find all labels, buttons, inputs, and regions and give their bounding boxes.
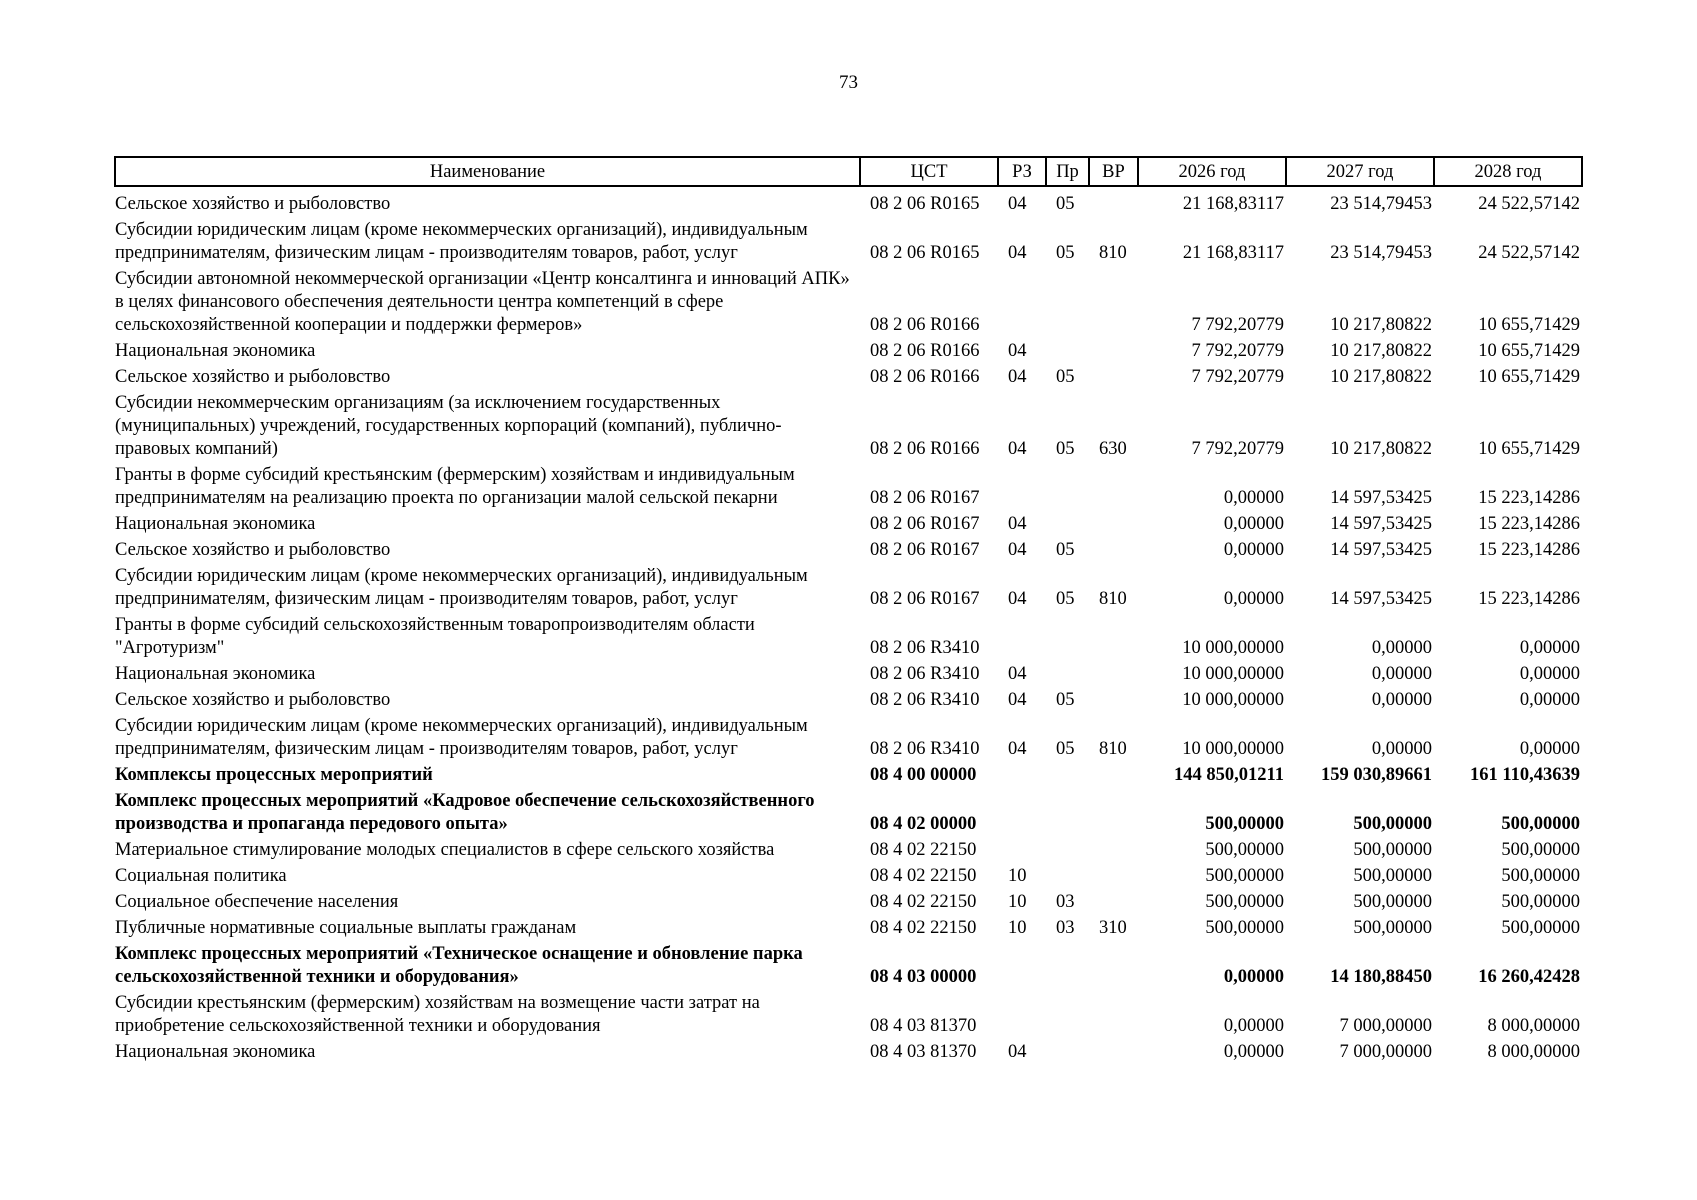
table-body [115, 186, 1582, 1067]
page-number: 73 [839, 72, 858, 93]
cell-2026: 7 792,20779 [1191, 315, 1284, 335]
cell-rz [998, 943, 1046, 992]
cell-2026: 7 792,20779 [1191, 439, 1284, 459]
cell-2027: 14 597,53425 [1330, 488, 1432, 508]
cell-2028: 500,00000 [1501, 892, 1580, 912]
cell-2028: 0,00000 [1519, 638, 1580, 658]
cell-2026: 500,00000 [1205, 918, 1284, 938]
cell-2028: 0,00000 [1519, 690, 1580, 710]
cell-2027: 10 217,80822 [1330, 315, 1432, 335]
header-2028: 2028 год [1434, 157, 1582, 186]
cell-rz: 04 [1008, 367, 1027, 387]
cell-cst: 08 2 06 R0167 [870, 488, 980, 508]
cell-cst: 08 2 06 R0166 [870, 341, 980, 361]
cell-2027: 23 514,79453 [1330, 243, 1432, 263]
table-row [115, 839, 1582, 865]
cell-cst: 08 2 06 R0166 [870, 367, 980, 387]
cell-2028: 500,00000 [1501, 918, 1580, 938]
cell-name: Комплекс процессных мероприятий «Техническое оснащение и обновление парка сельскохозяйственной техники и оборудования» [115, 944, 803, 987]
table-row [115, 865, 1582, 891]
table-header [115, 157, 1582, 186]
cell-vr [1089, 513, 1138, 539]
cell-pr: 05 [1056, 739, 1075, 759]
header-rz: РЗ [998, 157, 1046, 186]
cell-2026: 144 850,01211 [1174, 765, 1284, 785]
cell-2026: 0,00000 [1223, 1042, 1284, 1062]
cell-rz: 04 [1008, 514, 1027, 534]
cell-rz [998, 268, 1046, 340]
cell-rz: 04 [1008, 341, 1027, 361]
header-cst: ЦСТ [860, 157, 998, 186]
budget-table [114, 156, 1583, 1067]
cell-pr [1046, 663, 1089, 689]
cell-pr [1046, 464, 1089, 513]
cell-2027: 23 514,79453 [1330, 194, 1432, 214]
cell-2028: 15 223,14286 [1478, 540, 1580, 560]
cell-name: Национальная экономика [115, 664, 316, 684]
cell-cst: 08 4 02 22150 [870, 866, 977, 886]
cell-2026: 10 000,00000 [1182, 690, 1284, 710]
cell-2026: 7 792,20779 [1191, 341, 1284, 361]
cell-name: Национальная экономика [115, 1042, 316, 1062]
cell-pr: 03 [1056, 918, 1075, 938]
header-2027: 2027 год [1286, 157, 1434, 186]
cell-vr [1089, 464, 1138, 513]
cell-2026: 7 792,20779 [1191, 367, 1284, 387]
cell-rz: 10 [1008, 866, 1027, 886]
cell-name: Субсидии крестьянским (фермерским) хозяйствам на возмещение части затрат на приобретение сельскохозяйственной техники и оборудования [115, 993, 760, 1036]
cell-2027: 500,00000 [1353, 918, 1432, 938]
cell-rz [998, 790, 1046, 839]
cell-cst: 08 2 06 R3410 [870, 638, 980, 658]
cell-name: Гранты в форме субсидий крестьянским (фермерским) хозяйствам и индивидуальным предпринимателям на реализацию проекта по организации малой сельской пекарни [115, 465, 795, 508]
cell-2028: 15 223,14286 [1478, 488, 1580, 508]
cell-vr [1089, 891, 1138, 917]
cell-2028: 10 655,71429 [1478, 341, 1580, 361]
table-row [115, 340, 1582, 366]
cell-2027: 14 597,53425 [1330, 540, 1432, 560]
table-row [115, 186, 1582, 219]
cell-pr: 05 [1056, 540, 1075, 560]
cell-vr [1089, 943, 1138, 992]
cell-2026: 21 168,83117 [1182, 243, 1284, 263]
header-vr: ВР [1089, 157, 1138, 186]
table-row [115, 790, 1582, 839]
cell-vr [1089, 268, 1138, 340]
cell-2028: 161 110,43639 [1470, 765, 1580, 785]
cell-2027: 500,00000 [1353, 866, 1432, 886]
table-row [115, 614, 1582, 663]
cell-cst: 08 2 06 R0165 [870, 194, 980, 214]
cell-rz [998, 464, 1046, 513]
cell-vr: 810 [1099, 739, 1127, 759]
cell-pr [1046, 764, 1089, 790]
cell-cst: 08 2 06 R3410 [870, 690, 980, 710]
cell-2027: 14 180,88450 [1330, 967, 1432, 987]
header-2026: 2026 год [1138, 157, 1286, 186]
cell-cst: 08 2 06 R0165 [870, 243, 980, 263]
cell-name: Гранты в форме субсидий сельскохозяйственным товаропроизводителям области "Агротуризм" [115, 615, 755, 658]
cell-vr [1089, 790, 1138, 839]
cell-vr [1089, 539, 1138, 565]
cell-name: Сельское хозяйство и рыболовство [115, 194, 391, 214]
cell-pr [1046, 839, 1089, 865]
cell-rz: 04 [1008, 1042, 1027, 1062]
cell-name: Социальное обеспечение населения [115, 892, 399, 912]
cell-2026: 0,00000 [1223, 488, 1284, 508]
cell-vr [1089, 186, 1138, 219]
cell-cst: 08 4 03 00000 [870, 967, 977, 987]
cell-vr: 810 [1099, 243, 1127, 263]
cell-2027: 14 597,53425 [1330, 514, 1432, 534]
cell-cst: 08 4 03 81370 [870, 1016, 977, 1036]
table-row [115, 513, 1582, 539]
table-row [115, 392, 1582, 464]
cell-vr [1089, 340, 1138, 366]
cell-pr [1046, 268, 1089, 340]
cell-cst: 08 4 03 81370 [870, 1042, 977, 1062]
cell-2027: 500,00000 [1353, 814, 1432, 834]
cell-2026: 21 168,83117 [1182, 194, 1284, 214]
cell-2027: 500,00000 [1353, 840, 1432, 860]
table-row [115, 917, 1582, 943]
cell-vr [1089, 366, 1138, 392]
cell-2027: 14 597,53425 [1330, 589, 1432, 609]
cell-pr: 05 [1056, 439, 1075, 459]
table-row [115, 565, 1582, 614]
cell-pr: 05 [1056, 243, 1075, 263]
cell-cst: 08 4 02 22150 [870, 918, 977, 938]
cell-rz: 04 [1008, 540, 1027, 560]
cell-rz: 04 [1008, 664, 1027, 684]
table-row [115, 366, 1582, 392]
cell-2026: 10 000,00000 [1182, 638, 1284, 658]
cell-2028: 16 260,42428 [1478, 967, 1580, 987]
cell-2028: 500,00000 [1501, 840, 1580, 860]
cell-rz: 04 [1008, 439, 1027, 459]
cell-name: Субсидии юридическим лицам (кроме некоммерческих организаций), индивидуальным предпринимателям, физическим лицам - производителям товаров, работ, услуг [115, 220, 808, 263]
table-row [115, 943, 1582, 992]
cell-rz: 04 [1008, 589, 1027, 609]
cell-name: Субсидии юридическим лицам (кроме некоммерческих организаций), индивидуальным предпринимателям, физическим лицам - производителям товаров, работ, услуг [115, 566, 808, 609]
cell-name: Субсидии некоммерческим организациям (за исключением государственных (муниципальных) учреждений, государственных корпораций (компаний), публично-правовых компаний) [115, 393, 782, 459]
cell-2027: 0,00000 [1371, 664, 1432, 684]
cell-cst: 08 4 02 22150 [870, 892, 977, 912]
cell-2028: 0,00000 [1519, 664, 1580, 684]
cell-cst: 08 2 06 R3410 [870, 739, 980, 759]
cell-pr [1046, 943, 1089, 992]
cell-pr: 05 [1056, 589, 1075, 609]
cell-rz: 10 [1008, 918, 1027, 938]
header-name: Наименование [115, 157, 860, 186]
cell-2028: 15 223,14286 [1478, 589, 1580, 609]
cell-2028: 0,00000 [1519, 739, 1580, 759]
cell-name: Публичные нормативные социальные выплаты гражданам [115, 918, 577, 938]
cell-2027: 500,00000 [1353, 892, 1432, 912]
table-row [115, 689, 1582, 715]
cell-name: Сельское хозяйство и рыболовство [115, 540, 391, 560]
cell-vr [1089, 1041, 1138, 1067]
cell-name: Комплексы процессных мероприятий [115, 765, 433, 785]
cell-name: Сельское хозяйство и рыболовство [115, 367, 391, 387]
table-row [115, 764, 1582, 790]
cell-vr [1089, 992, 1138, 1041]
cell-pr: 03 [1056, 892, 1075, 912]
cell-2027: 159 030,89661 [1321, 765, 1432, 785]
cell-2026: 500,00000 [1205, 866, 1284, 886]
table-row [115, 715, 1582, 764]
cell-vr [1089, 764, 1138, 790]
table-row [115, 464, 1582, 513]
cell-2027: 0,00000 [1371, 739, 1432, 759]
cell-rz: 04 [1008, 690, 1027, 710]
cell-2028: 15 223,14286 [1478, 514, 1580, 534]
cell-vr [1089, 614, 1138, 663]
cell-rz [998, 992, 1046, 1041]
cell-cst: 08 2 06 R0166 [870, 315, 980, 335]
cell-vr: 310 [1099, 918, 1127, 938]
cell-rz: 04 [1008, 739, 1027, 759]
cell-cst: 08 4 02 00000 [870, 814, 977, 834]
cell-2026: 500,00000 [1205, 840, 1284, 860]
cell-vr [1089, 839, 1138, 865]
cell-2028: 8 000,00000 [1487, 1016, 1580, 1036]
cell-name: Комплекс процессных мероприятий «Кадровое обеспечение сельскохозяйственного производства и пропаганда передового опыта» [115, 791, 815, 834]
cell-pr [1046, 865, 1089, 891]
cell-pr [1046, 340, 1089, 366]
cell-2026: 0,00000 [1223, 1016, 1284, 1036]
cell-2027: 0,00000 [1371, 638, 1432, 658]
cell-2026: 500,00000 [1205, 892, 1284, 912]
cell-2027: 10 217,80822 [1330, 439, 1432, 459]
table-row [115, 1041, 1582, 1067]
cell-2028: 10 655,71429 [1478, 367, 1580, 387]
cell-2028: 10 655,71429 [1478, 439, 1580, 459]
cell-cst: 08 2 06 R3410 [870, 664, 980, 684]
cell-2028: 24 522,57142 [1478, 243, 1580, 263]
cell-pr [1046, 992, 1089, 1041]
cell-rz: 10 [1008, 892, 1027, 912]
cell-cst: 08 4 02 22150 [870, 840, 977, 860]
cell-name: Национальная экономика [115, 514, 316, 534]
cell-pr [1046, 614, 1089, 663]
cell-name: Материальное стимулирование молодых специалистов в сфере сельского хозяйства [115, 840, 775, 860]
table-row [115, 891, 1582, 917]
table-row [115, 268, 1582, 340]
cell-name: Социальная политика [115, 866, 287, 886]
cell-name: Национальная экономика [115, 341, 316, 361]
cell-name: Субсидии автономной некоммерческой организации «Центр консалтинга и инноваций АПК» в целях финансового обеспечения деятельности центра компетенций в сфере сельскохозяйственной кооперации и поддержки фермеров» [115, 269, 850, 335]
cell-2027: 10 217,80822 [1330, 367, 1432, 387]
cell-pr [1046, 513, 1089, 539]
cell-pr [1046, 1041, 1089, 1067]
cell-2028: 10 655,71429 [1478, 315, 1580, 335]
cell-pr [1046, 790, 1089, 839]
cell-vr [1089, 865, 1138, 891]
cell-2028: 500,00000 [1501, 814, 1580, 834]
cell-cst: 08 4 00 00000 [870, 765, 977, 785]
cell-rz: 04 [1008, 194, 1027, 214]
cell-2027: 7 000,00000 [1339, 1042, 1432, 1062]
cell-rz [998, 839, 1046, 865]
cell-cst: 08 2 06 R0167 [870, 540, 980, 560]
cell-2026: 10 000,00000 [1182, 664, 1284, 684]
cell-2028: 24 522,57142 [1478, 194, 1580, 214]
cell-2026: 0,00000 [1223, 967, 1284, 987]
table-row [115, 992, 1582, 1041]
cell-2027: 10 217,80822 [1330, 341, 1432, 361]
cell-rz [998, 614, 1046, 663]
cell-2027: 0,00000 [1371, 690, 1432, 710]
cell-2026: 10 000,00000 [1182, 739, 1284, 759]
table-row [115, 663, 1582, 689]
cell-pr: 05 [1056, 194, 1075, 214]
cell-2026: 500,00000 [1205, 814, 1284, 834]
cell-vr: 810 [1099, 589, 1127, 609]
cell-cst: 08 2 06 R0167 [870, 589, 980, 609]
cell-rz: 04 [1008, 243, 1027, 263]
cell-cst: 08 2 06 R0167 [870, 514, 980, 534]
cell-vr: 630 [1099, 439, 1127, 459]
cell-2028: 500,00000 [1501, 866, 1580, 886]
cell-2026: 0,00000 [1223, 589, 1284, 609]
header-pr: Пр [1046, 157, 1089, 186]
table-row [115, 219, 1582, 268]
cell-cst: 08 2 06 R0166 [870, 439, 980, 459]
cell-pr: 05 [1056, 690, 1075, 710]
cell-name: Субсидии юридическим лицам (кроме некоммерческих организаций), индивидуальным предпринимателям, физическим лицам - производителям товаров, работ, услуг [115, 716, 808, 759]
cell-2026: 0,00000 [1223, 540, 1284, 560]
cell-pr: 05 [1056, 367, 1075, 387]
cell-vr [1089, 663, 1138, 689]
cell-2027: 7 000,00000 [1339, 1016, 1432, 1036]
cell-vr [1089, 689, 1138, 715]
cell-2028: 8 000,00000 [1487, 1042, 1580, 1062]
cell-2026: 0,00000 [1223, 514, 1284, 534]
cell-rz [998, 764, 1046, 790]
cell-name: Сельское хозяйство и рыболовство [115, 690, 391, 710]
table-row [115, 539, 1582, 565]
